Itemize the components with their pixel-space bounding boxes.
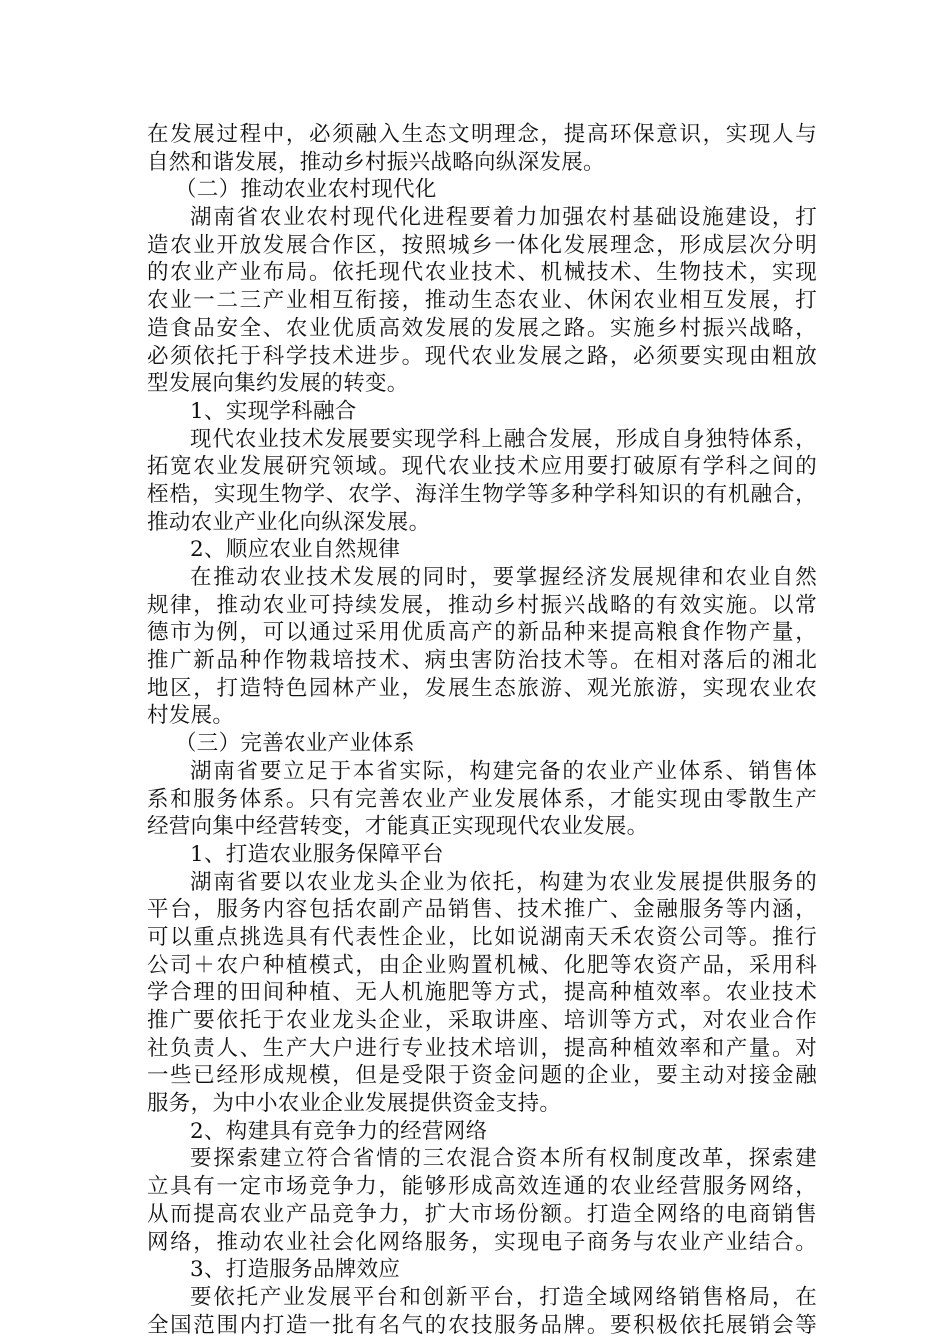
text-line: 推动农业产业化向纵深发展。 [147,509,431,535]
text-line: 1、打造农业服务保障平台 [190,841,444,867]
text-line: 必须依托于科学技术进步。现代农业发展之路，必须要实现由粗放 [147,343,817,369]
text-line: 1、实现学科融合 [190,398,357,424]
text-line: 现代农业技术发展要实现学科上融合发展，形成自身独特体系， [190,426,817,452]
text-line: 公司＋农户种植模式，由企业购置机械、化肥等农资产品，采用科 [147,952,817,978]
text-line: 全国范围内打造一批有名气的农技服务品牌。要积极依托展销会等 [147,1312,817,1338]
text-line: 平台，服务内容包括农副产品销售、技术推广、金融服务等内涵， [147,897,817,923]
text-line: 可以重点挑选具有代表性企业，比如说湖南天禾农资公司等。推行 [147,924,817,950]
text-line: 2、顺应农业自然规律 [190,537,401,563]
text-line: （二）推动农业农村现代化 [175,177,437,203]
text-line: 拓宽农业发展研究领域。现代农业技术应用要打破原有学科之间的 [147,454,817,480]
text-line: （三）完善农业产业体系 [175,731,415,757]
text-line: 桎梏，实现生物学、农学、海洋生物学等多种学科知识的有机融合， [147,481,817,507]
text-line: 2、构建具有竞争力的经营网络 [190,1118,488,1144]
text-line: 湖南省要以农业龙头企业为依托，构建为农业发展提供服务的 [190,869,817,895]
text-line: 推广新品种作物栽培技术、病虫害防治技术等。在相对落后的湘北 [147,648,817,674]
text-line: 的农业产业布局。依托现代农业技术、机械技术、生物技术，实现 [147,260,817,286]
text-line: 湖南省农业农村现代化进程要着力加强农村基础设施建设，打 [190,205,817,231]
text-line: 村发展。 [147,703,235,729]
text-line: 湖南省要立足于本省实际，构建完备的农业产业体系、销售体 [190,758,817,784]
text-line: 从而提高农业产品竞争力，扩大市场份额。打造全网络的电商销售 [147,1201,817,1227]
text-line: 一些已经形成规模，但是受限于资金问题的企业，要主动对接金融 [147,1063,817,1089]
text-line: 地区，打造特色园林产业，发展生态旅游、观光旅游，实现农业农 [147,675,817,701]
text-line: 推广要依托于农业龙头企业，采取讲座、培训等方式，对农业合作 [147,1008,817,1033]
text-line: 要依托产业发展平台和创新平台，打造全域网络销售格局，在 [190,1284,817,1310]
text-line: 自然和谐发展，推动乡村振兴战略向纵深发展。 [147,149,605,175]
text-line: 在发展过程中，必须融入生态文明理念，提高环保意识，实现人与 [147,122,817,147]
text-line: 规律，推动农业可持续发展，推动乡村振兴战略的有效实施。以常 [147,592,817,618]
text-line: 德市为例，可以通过采用优质高产的新品种来提高粮食作物产量， [147,620,817,646]
document-body [147,121,817,1339]
text-line: 经营向集中经营转变，才能真正实现现代农业发展。 [147,814,649,840]
text-line: 系和服务体系。只有完善农业产业发展体系，才能实现由零散生产 [147,786,817,812]
text-line: 农业一二三产业相互衔接，推动生态农业、休闲农业相互发展，打 [147,288,817,314]
text-line: 造农业开放发展合作区，按照城乡一体化发展理念，形成层次分明 [147,232,817,258]
text-line: 3、打造服务品牌效应 [190,1257,401,1283]
text-line: 在推动农业技术发展的同时，要掌握经济发展规律和农业自然 [190,565,817,590]
text-line: 服务，为中小农业企业发展提供资金支持。 [147,1091,562,1117]
text-line: 社负责人、生产大户进行专业技术培训，提高种植效率和产量。对 [147,1035,817,1061]
text-line: 型发展向集约发展的转变。 [147,371,409,397]
text-line: 造食品安全、农业优质高效发展的发展之路。实施乡村振兴战略， [147,315,817,341]
text-line: 要探索建立符合省情的三农混合资本所有权制度改革，探索建 [190,1146,817,1172]
text-line: 网络，推动农业社会化网络服务，实现电子商务与农业产业结合。 [147,1229,817,1255]
text-line: 立具有一定市场竞争力，能够形成高效连通的农业经营服务网络， [147,1174,817,1200]
text-line: 学合理的田间种植、无人机施肥等方式，提高种植效率。农业技术 [147,980,817,1006]
